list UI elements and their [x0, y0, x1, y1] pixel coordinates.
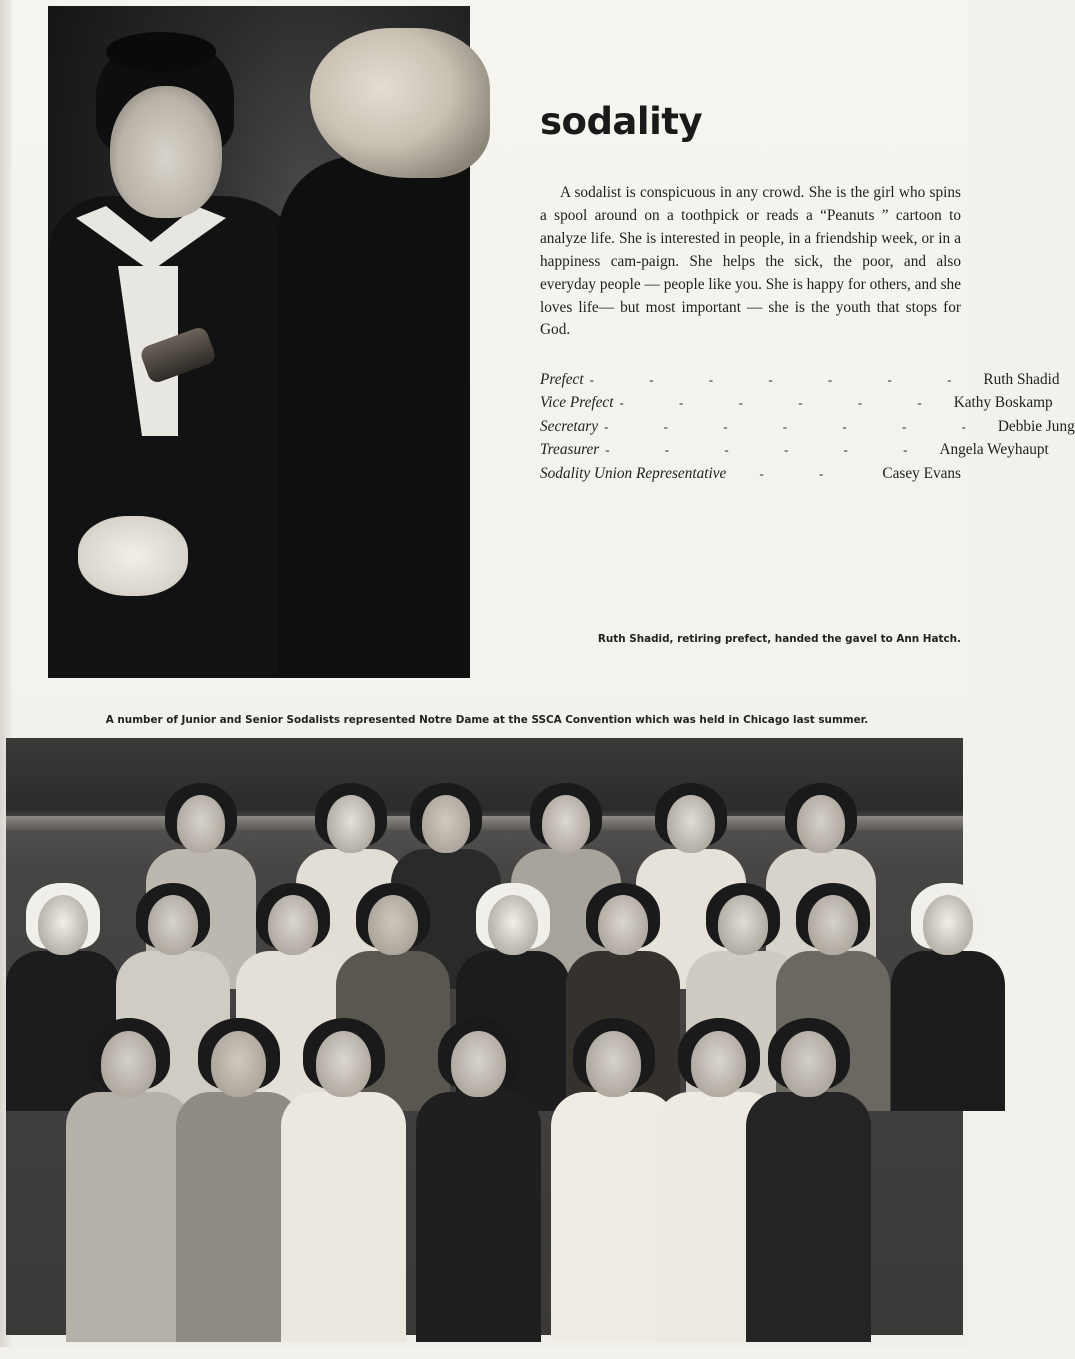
officer-row — [540, 438, 1049, 461]
officer-role: Prefect — [540, 371, 584, 388]
person-face — [101, 1031, 156, 1097]
officer-role: Treasurer — [540, 441, 600, 459]
officer-name: Casey Evans — [882, 464, 961, 482]
person-face — [422, 795, 471, 853]
person-face — [316, 1031, 371, 1097]
person-body — [746, 1092, 871, 1342]
person-body — [891, 951, 1005, 1111]
girl-left-face — [110, 86, 222, 218]
person-face — [488, 895, 538, 955]
person-body — [416, 1092, 541, 1342]
person-face — [586, 1031, 641, 1097]
person-face — [268, 895, 318, 955]
person-silhouette — [416, 1023, 541, 1359]
girl-left-beret — [106, 32, 216, 72]
person-face — [327, 795, 376, 853]
person-face — [781, 1031, 836, 1097]
person-face — [148, 895, 198, 955]
officers-list — [540, 368, 1075, 485]
leader-dashes: - - - - - - - — [604, 418, 992, 434]
page-title: sodality — [540, 100, 703, 143]
officer-row — [540, 391, 1053, 414]
person-face — [451, 1031, 506, 1097]
girl-left-body — [48, 196, 313, 678]
person-body — [281, 1092, 406, 1342]
girl-right-body — [278, 156, 470, 678]
person-face — [211, 1031, 266, 1097]
person-silhouette — [746, 1023, 871, 1359]
person-face — [598, 895, 648, 955]
leader-dashes: - - - - - - - — [589, 372, 978, 387]
officer-row — [540, 415, 1075, 438]
person-silhouette — [66, 1023, 191, 1359]
officer-name: Kathy Boskamp — [953, 394, 1053, 412]
person-face — [368, 895, 418, 955]
person-face — [542, 795, 591, 853]
officer-row — [540, 462, 961, 485]
person-face — [923, 895, 973, 955]
person-face — [667, 795, 716, 853]
person-face — [718, 895, 768, 955]
officer-role: Secretary — [540, 417, 599, 435]
person-face — [177, 795, 226, 853]
person-face — [691, 1031, 746, 1097]
leader-dashes: - - — [759, 465, 850, 481]
officer-role: Sodality Union Representative — [540, 464, 727, 482]
person-face — [797, 795, 846, 853]
person-face — [38, 895, 88, 955]
leader-dashes: - - - - - - — [619, 395, 948, 411]
group-photo — [6, 738, 963, 1335]
officer-row — [540, 368, 1060, 391]
group-photo-caption: A number of Junior and Senior Sodalists represented Notre Dame at the SSCA Convention which was held in Chicago last summer. — [105, 714, 869, 726]
officer-name: Angela Weyhaupt — [939, 441, 1049, 459]
leader-dashes: - - - - - - — [605, 442, 934, 458]
officer-name: Ruth Shadid — [983, 371, 1060, 388]
person-body — [66, 1092, 191, 1342]
intro-paragraph: A sodalist is conspicuous in any crowd. She is the girl who spins a spool around on a toothpick or reads a “Peanuts ” cartoon to analyze life. She is interested in people, in a friendship week, or in a happiness cam-paign. She helps the sick, the poor, and also everyday people — people like you. She is happy for others, and she loves life— but most important — she is the youth that stops for God. — [540, 184, 961, 339]
officer-name: Debbie Jung — [997, 417, 1075, 435]
officer-role: Vice Prefect — [540, 394, 614, 412]
person-silhouette — [891, 888, 1005, 1126]
top-photo-caption: Ruth Shadid, retiring prefect, handed the gavel to Ann Hatch. — [597, 633, 961, 645]
person-silhouette — [281, 1023, 406, 1359]
person-face — [808, 895, 858, 955]
gloved-hands — [78, 516, 188, 596]
gavel-handover-photo — [48, 6, 470, 678]
